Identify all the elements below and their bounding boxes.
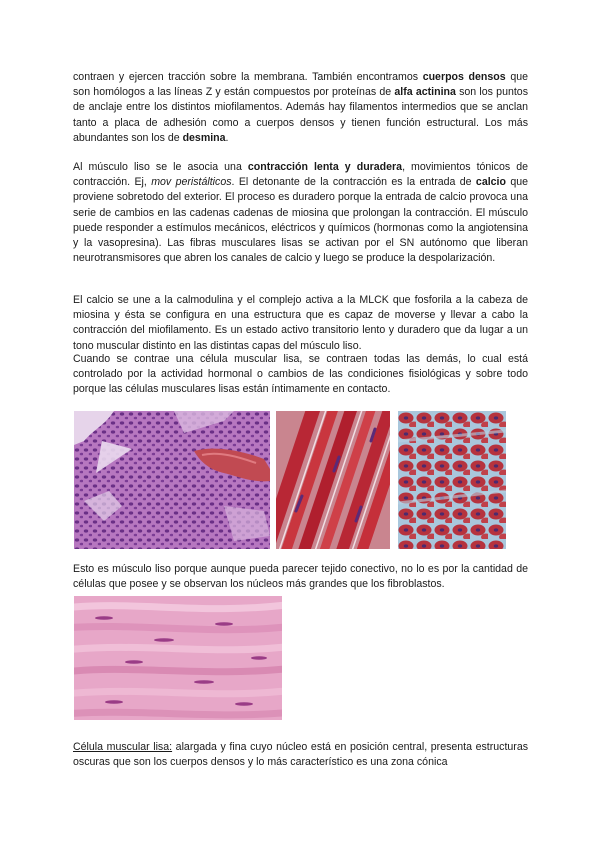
text: Al músculo liso se le asocia una [73, 161, 248, 173]
paragraph-smooth-muscle-cell [73, 740, 528, 770]
paragraph-smooth-muscle-note: Esto es músculo liso porque aunque pueda parecer tejido conectivo, no lo es por la cantidad de células que posee y se observan los núcleos más grandes que los fibroblastos. [73, 563, 528, 591]
text: que son homólogos a las líneas Z y están compuestos por proteínas de [73, 71, 528, 99]
text: contraen y ejercen tracción sobre la membrana. También encontramos [73, 71, 423, 83]
text: . [225, 131, 229, 144]
text: . El detonante de la contracción es la entrada de [231, 176, 476, 189]
bold-term: cuerpos densos [422, 71, 506, 83]
paragraph-calcium: El calcio se une a la calmodulina y el complejo activa a la MLCK que fosforila a la cabeza de miosina y ésta se configura en una estructura que es capaz de moverse y llevar a cabo la contracción del miofilamento. Es un estado activo transitorio lento y duradero que da lugar a un tono muscular distinto en las distintas capas del músculo liso. [73, 294, 528, 352]
italic-term: mov peristálticos [151, 176, 232, 189]
histology-image-purple [74, 411, 270, 549]
paragraph-contact: Cuando se contrae una célula muscular lisa, se contraen todas las demás, lo cual está controlado por la actividad hormonal o cambios de las condiciones fisiológicas y sobre todo porque las células musculares lisas están íntimamente en contacto. [73, 353, 528, 396]
text: son los puntos de anclaje entre los distintos miofilamentos. Además hay filamentos intermedios que se anclan tanto a placa de adhesión como a cuerpos densos y tienen función estructural. Los más abundantes son los de [73, 86, 528, 144]
text: alargada y fina cuyo núcleo está en posición central, presenta estructuras oscuras que son los cuerpos densos y lo más característico es una zona cónica [73, 741, 529, 769]
bold-term: calcio [475, 176, 506, 189]
paragraph-dense-bodies [73, 70, 528, 146]
histology-image-pink [74, 596, 282, 720]
histology-image-cross-section [398, 411, 506, 549]
bold-term: alfa actinina [394, 86, 456, 99]
bold-term: contracción lenta y duradera [247, 161, 403, 173]
bold-term: desmina [182, 131, 226, 144]
text: que proviene sobretodo del exterior. El proceso es duradero porque la entrada de calcio provoca una serie de cambios en las cadenas cadenas de miosina que prolongan la contracción. El músculo puede responder a estímulos mecánicos, eléctricos y químicos (hormonas como la angiotensina y la vasopresina). Las fibras musculares lisas se activan por el SN autónomo que liberan neurotransmisores que abren los canales de calcio y luego se produce la despolarización. [73, 176, 529, 265]
histology-image-red [276, 411, 390, 549]
underlined-term: Célula muscular lisa: [73, 741, 173, 753]
paragraph-contraction [73, 160, 528, 266]
text: , movimientos tónicos de contracción. Ej, [73, 161, 528, 189]
